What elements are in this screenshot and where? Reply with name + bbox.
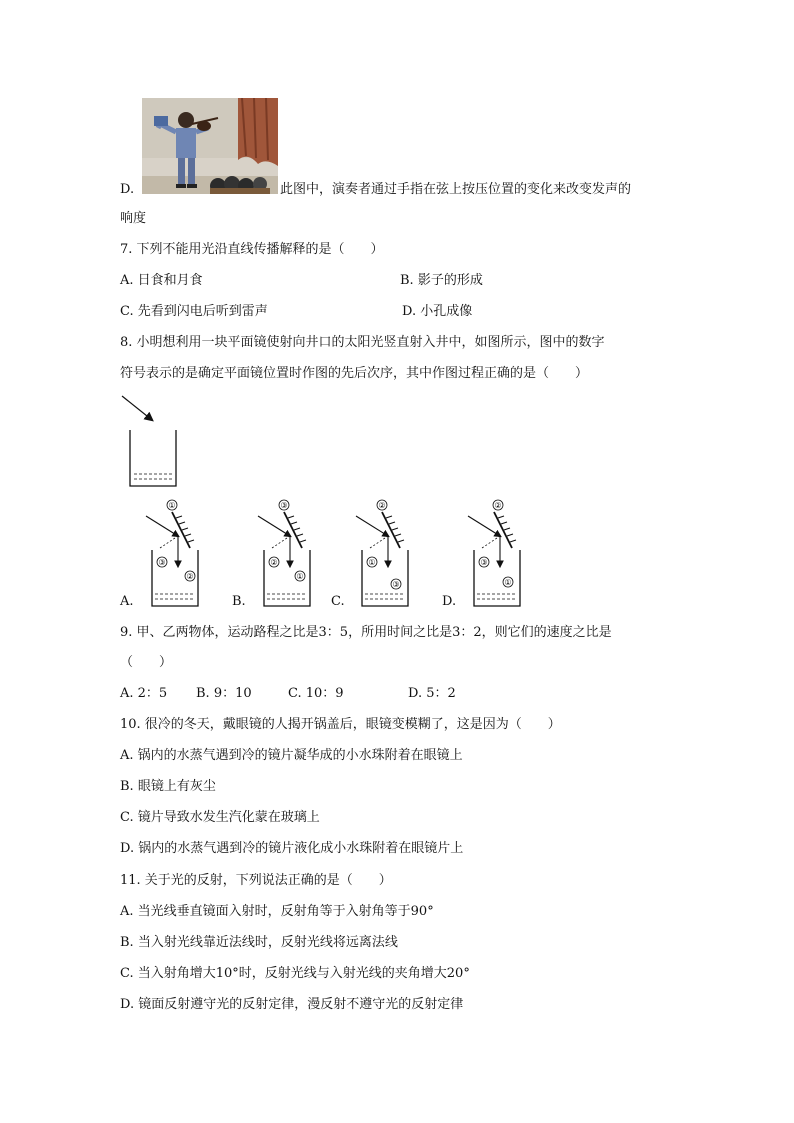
q10-option-d: D. 锅内的水蒸气遇到冷的镜片液化成小水珠附着在眼镜片上 xyxy=(120,841,464,856)
q9-stem: 9. 甲、乙两物体，运动路程之比是3：5，所用时间之比是3：2，则它们的速度之比是 xyxy=(120,625,612,640)
q8-option-c-figure xyxy=(350,496,420,612)
q9-option-c: C. 10：9 xyxy=(288,686,344,701)
q8-c-top-marker: ② xyxy=(378,501,386,510)
q10-stem: 10. 很冷的冬天，戴眼镜的人揭开锅盖后，眼镜变模糊了，这是因为（ ） xyxy=(120,717,561,732)
q6-option-d-label: D. xyxy=(120,182,135,197)
q7-option-c: C. 先看到闪电后听到雷声 xyxy=(120,304,268,319)
q6-option-d-text: 此图中，演奏者通过手指在弦上按压位置的变化来改变发声的 xyxy=(280,182,632,197)
q9-stem-continued: （ ） xyxy=(120,655,173,670)
q8-c-left-marker: ① xyxy=(368,558,376,567)
q8-d-bottom-marker: ① xyxy=(504,578,512,587)
q8-b-top-marker: ③ xyxy=(280,501,288,510)
q7-stem: 7. 下列不能用光沿直线传播解释的是（ ） xyxy=(120,242,384,257)
q8-option-b-label: B. xyxy=(232,594,246,609)
q8-stem: 8. 小明想利用一块平面镜使射向井口的太阳光竖直射入井中，如图所示，图中的数字 xyxy=(120,335,605,350)
q8-option-b-figure xyxy=(252,496,322,612)
q8-option-d-label: D. xyxy=(442,594,457,609)
q10-option-a: A. 锅内的水蒸气遇到冷的镜片凝华成的小水珠附着在眼镜上 xyxy=(120,748,463,763)
q8-option-d-figure xyxy=(462,496,532,612)
q9-option-d: D. 5：2 xyxy=(408,686,456,701)
q8-option-c-label: C. xyxy=(331,594,345,609)
q8-b-bottom-marker: ① xyxy=(296,572,304,581)
q9-option-b: B. 9：10 xyxy=(196,686,252,701)
q8-a-top-marker: ① xyxy=(168,501,176,510)
q8-a-bottom-marker: ② xyxy=(186,572,194,581)
q7-option-a: A. 日食和月食 xyxy=(120,273,203,288)
q10-option-b: B. 眼镜上有灰尘 xyxy=(120,779,216,794)
q6-option-d-text-continued: 响度 xyxy=(120,211,147,226)
q7-option-d: D. 小孔成像 xyxy=(402,304,473,319)
q9-option-a: A. 2：5 xyxy=(120,686,168,701)
q11-option-a: A. 当光线垂直镜面入射时，反射角等于入射角等于90° xyxy=(120,904,434,919)
q8-d-left-marker: ③ xyxy=(480,558,488,567)
q10-option-c: C. 镜片导致水发生汽化蒙在玻璃上 xyxy=(120,810,320,825)
q8-a-left-marker: ③ xyxy=(158,558,166,567)
violinist-illustration xyxy=(142,98,278,194)
q8-b-left-marker: ② xyxy=(270,558,278,567)
q8-c-bottom-marker: ③ xyxy=(392,580,400,589)
q11-option-c: C. 当入射角增大10°时，反射光线与入射光线的夹角增大20° xyxy=(120,966,470,981)
q8-option-a-figure xyxy=(140,496,210,612)
q8-well-figure xyxy=(118,392,188,492)
q11-option-b: B. 当入射光线靠近法线时，反射光线将远离法线 xyxy=(120,935,398,950)
q8-d-top-marker: ② xyxy=(494,501,502,510)
q11-option-d: D. 镜面反射遵守光的反射定律，漫反射不遵守光的反射定律 xyxy=(120,997,464,1012)
q8-option-a-label: A. xyxy=(120,594,134,609)
q11-stem: 11. 关于光的反射，下列说法正确的是（ ） xyxy=(120,873,392,888)
q8-stem-continued: 符号表示的是确定平面镜位置时作图的先后次序，其中作图过程正确的是（ ） xyxy=(120,366,589,381)
q7-option-b: B. 影子的形成 xyxy=(400,273,483,288)
